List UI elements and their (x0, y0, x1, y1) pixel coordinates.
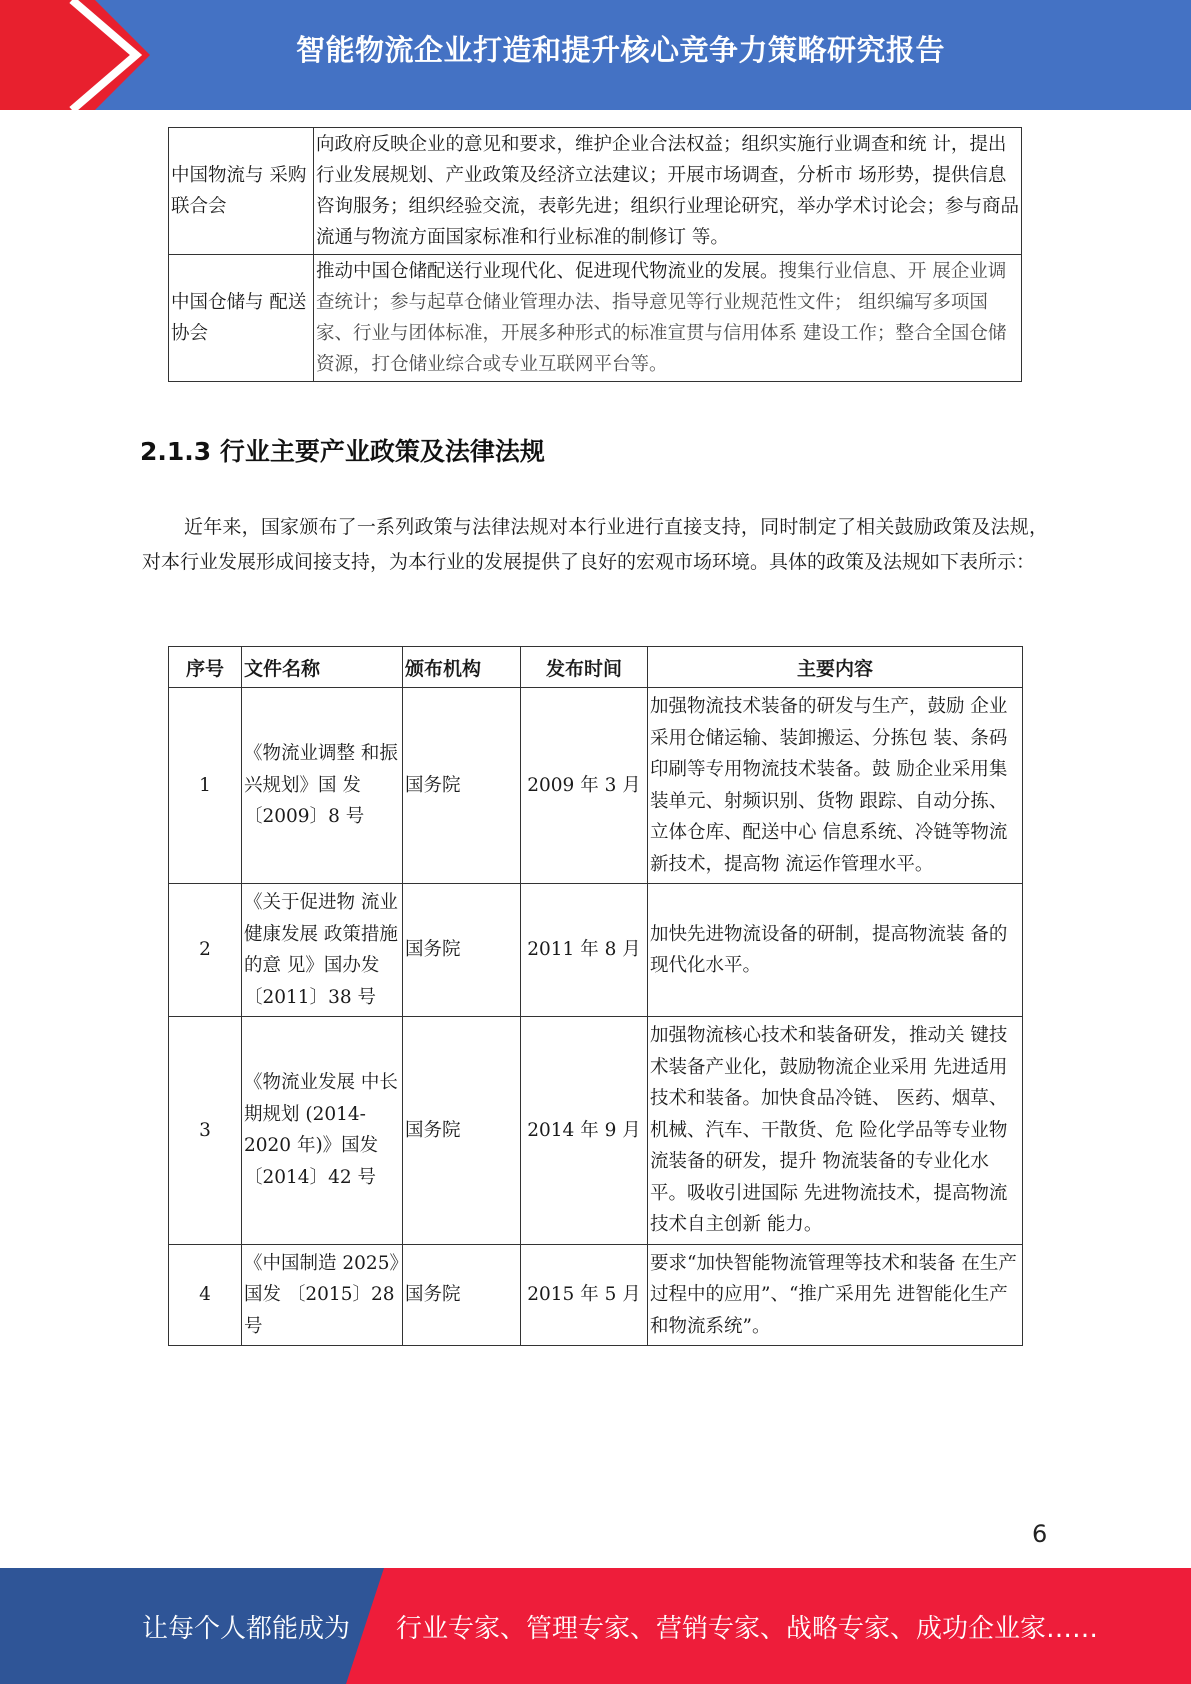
col-header-org: 颁布机构 (403, 647, 521, 688)
section-heading: 2.1.3 行业主要产业政策及法律法规 (140, 437, 545, 466)
cell-num: 1 (169, 688, 242, 884)
policy-table-container (168, 646, 1023, 1408)
col-header-num: 序号 (169, 647, 242, 688)
table-row (169, 1017, 1023, 1245)
table-row (169, 884, 1023, 1017)
cell-name: 《物流业调整 和振兴规划》国 发〔2009〕8 号 (242, 688, 403, 884)
association-description: 向政府反映企业的意见和要求，维护企业合法权益；组织实施行业调查和统 计，提出行业发展规划、产业政策及经济立法建议；开展市场调查，分析市 场形势，提供信息咨询服务；组织经验交流，表彰先进；组织行业理论研究，举办学术讨论会；参与商品流通与物流方面国家标准和行业标准的制修订 等。 (314, 128, 1022, 255)
cell-num: 2 (169, 884, 242, 1017)
table-row (169, 128, 1022, 255)
report-title: 智能物流企业打造和提升核心竞争力策略研究报告 (295, 33, 945, 67)
description-lead: 推动中国仓储配送行业现代化、促进现代物流业的发展。 (316, 261, 779, 282)
page-header (0, 0, 1191, 110)
cell-date: 2015 年 5 月 (521, 1244, 648, 1346)
description-rest: 搜集行业信息、开 展企业调查统计；参与起草仓储业管理办法、指导意见等行业规范性文件； 组织编写多项国家、行业与团体标准，开展多种形式的标准宣贯与信用体系 建设工作；整合全国仓储资源，打仓储业综合或专业互联网平台等。 (316, 261, 1007, 375)
cell-name: 《物流业发展 中长期规划 (2014-2020 年)》国发〔2014〕42 号 (242, 1017, 403, 1245)
cell-content: 加强物流核心技术和装备研发，推动关 键技术装备产业化，鼓励物流企业采用 先进适用技术和装备。加快食品冷链、 医药、烟草、机械、汽车、干散货、危 险化学品等专业物流装备的研发，提升 物流装备的专业化水平。吸收引进国际 先进物流技术，提高物流技术自主创新 能力。 (648, 1017, 1023, 1245)
cell-num: 4 (169, 1244, 242, 1346)
cell-content: 加快先进物流设备的研制，提高物流装 备的现代化水平。 (648, 884, 1023, 1017)
cell-content: 要求“加快智能物流管理等技术和装备 在生产过程中的应用”、“推广采用先 进智能化生产和物流系统”。 (648, 1244, 1023, 1346)
cell-name: 《中国制造 2025》国发 〔2015〕28 号 (242, 1244, 403, 1346)
association-name: 中国仓储与 配送协会 (169, 255, 314, 382)
table-header-row (169, 647, 1023, 688)
cell-date: 2014 年 9 月 (521, 1017, 648, 1245)
association-description (314, 255, 1022, 382)
intro-paragraph: 近年来，国家颁布了一系列政策与法律法规对本行业进行直接支持，同时制定了相关鼓励政策及法规，对本行业发展形成间接支持，为本行业的发展提供了良好的宏观市场环境。具体的政策及法规如下表所示： (142, 516, 1048, 573)
table-row (169, 255, 1022, 382)
cell-org: 国务院 (403, 884, 521, 1017)
association-table (168, 127, 1022, 382)
footer-slogan-left: 让每个人都能成为 (142, 1614, 351, 1644)
footer-slogan-right: 行业专家、管理专家、营销专家、战略专家、成功企业家…… (396, 1614, 1099, 1644)
cell-num: 3 (169, 1017, 242, 1245)
association-name: 中国物流与 采购联合会 (169, 128, 314, 255)
policy-table (168, 646, 1023, 1346)
cell-date: 2011 年 8 月 (521, 884, 648, 1017)
cell-date: 2009 年 3 月 (521, 688, 648, 884)
page-footer (0, 1568, 1191, 1684)
page-number: 6 (1032, 1520, 1048, 1548)
cell-org: 国务院 (403, 688, 521, 884)
table-row (169, 688, 1023, 884)
cell-org: 国务院 (403, 1017, 521, 1245)
cell-name: 《关于促进物 流业健康发展 政策措施的意 见》国办发〔2011〕38 号 (242, 884, 403, 1017)
cell-org: 国务院 (403, 1244, 521, 1346)
cell-content: 加强物流技术装备的研发与生产，鼓励 企业采用仓储运输、装卸搬运、分拣包 装、条码印刷等专用物流技术装备。鼓 励企业采用集装单元、射频识别、货物 跟踪、自动分拣、立体仓库、配送中心 信息系统、冷链等物流新技术，提高物 流运作管理水平。 (648, 688, 1023, 884)
table-row (169, 1244, 1023, 1346)
header-chevron-decoration (0, 0, 150, 110)
col-header-date: 发布时间 (521, 647, 648, 688)
col-header-content: 主要内容 (648, 647, 1023, 688)
col-header-name: 文件名称 (242, 647, 403, 688)
